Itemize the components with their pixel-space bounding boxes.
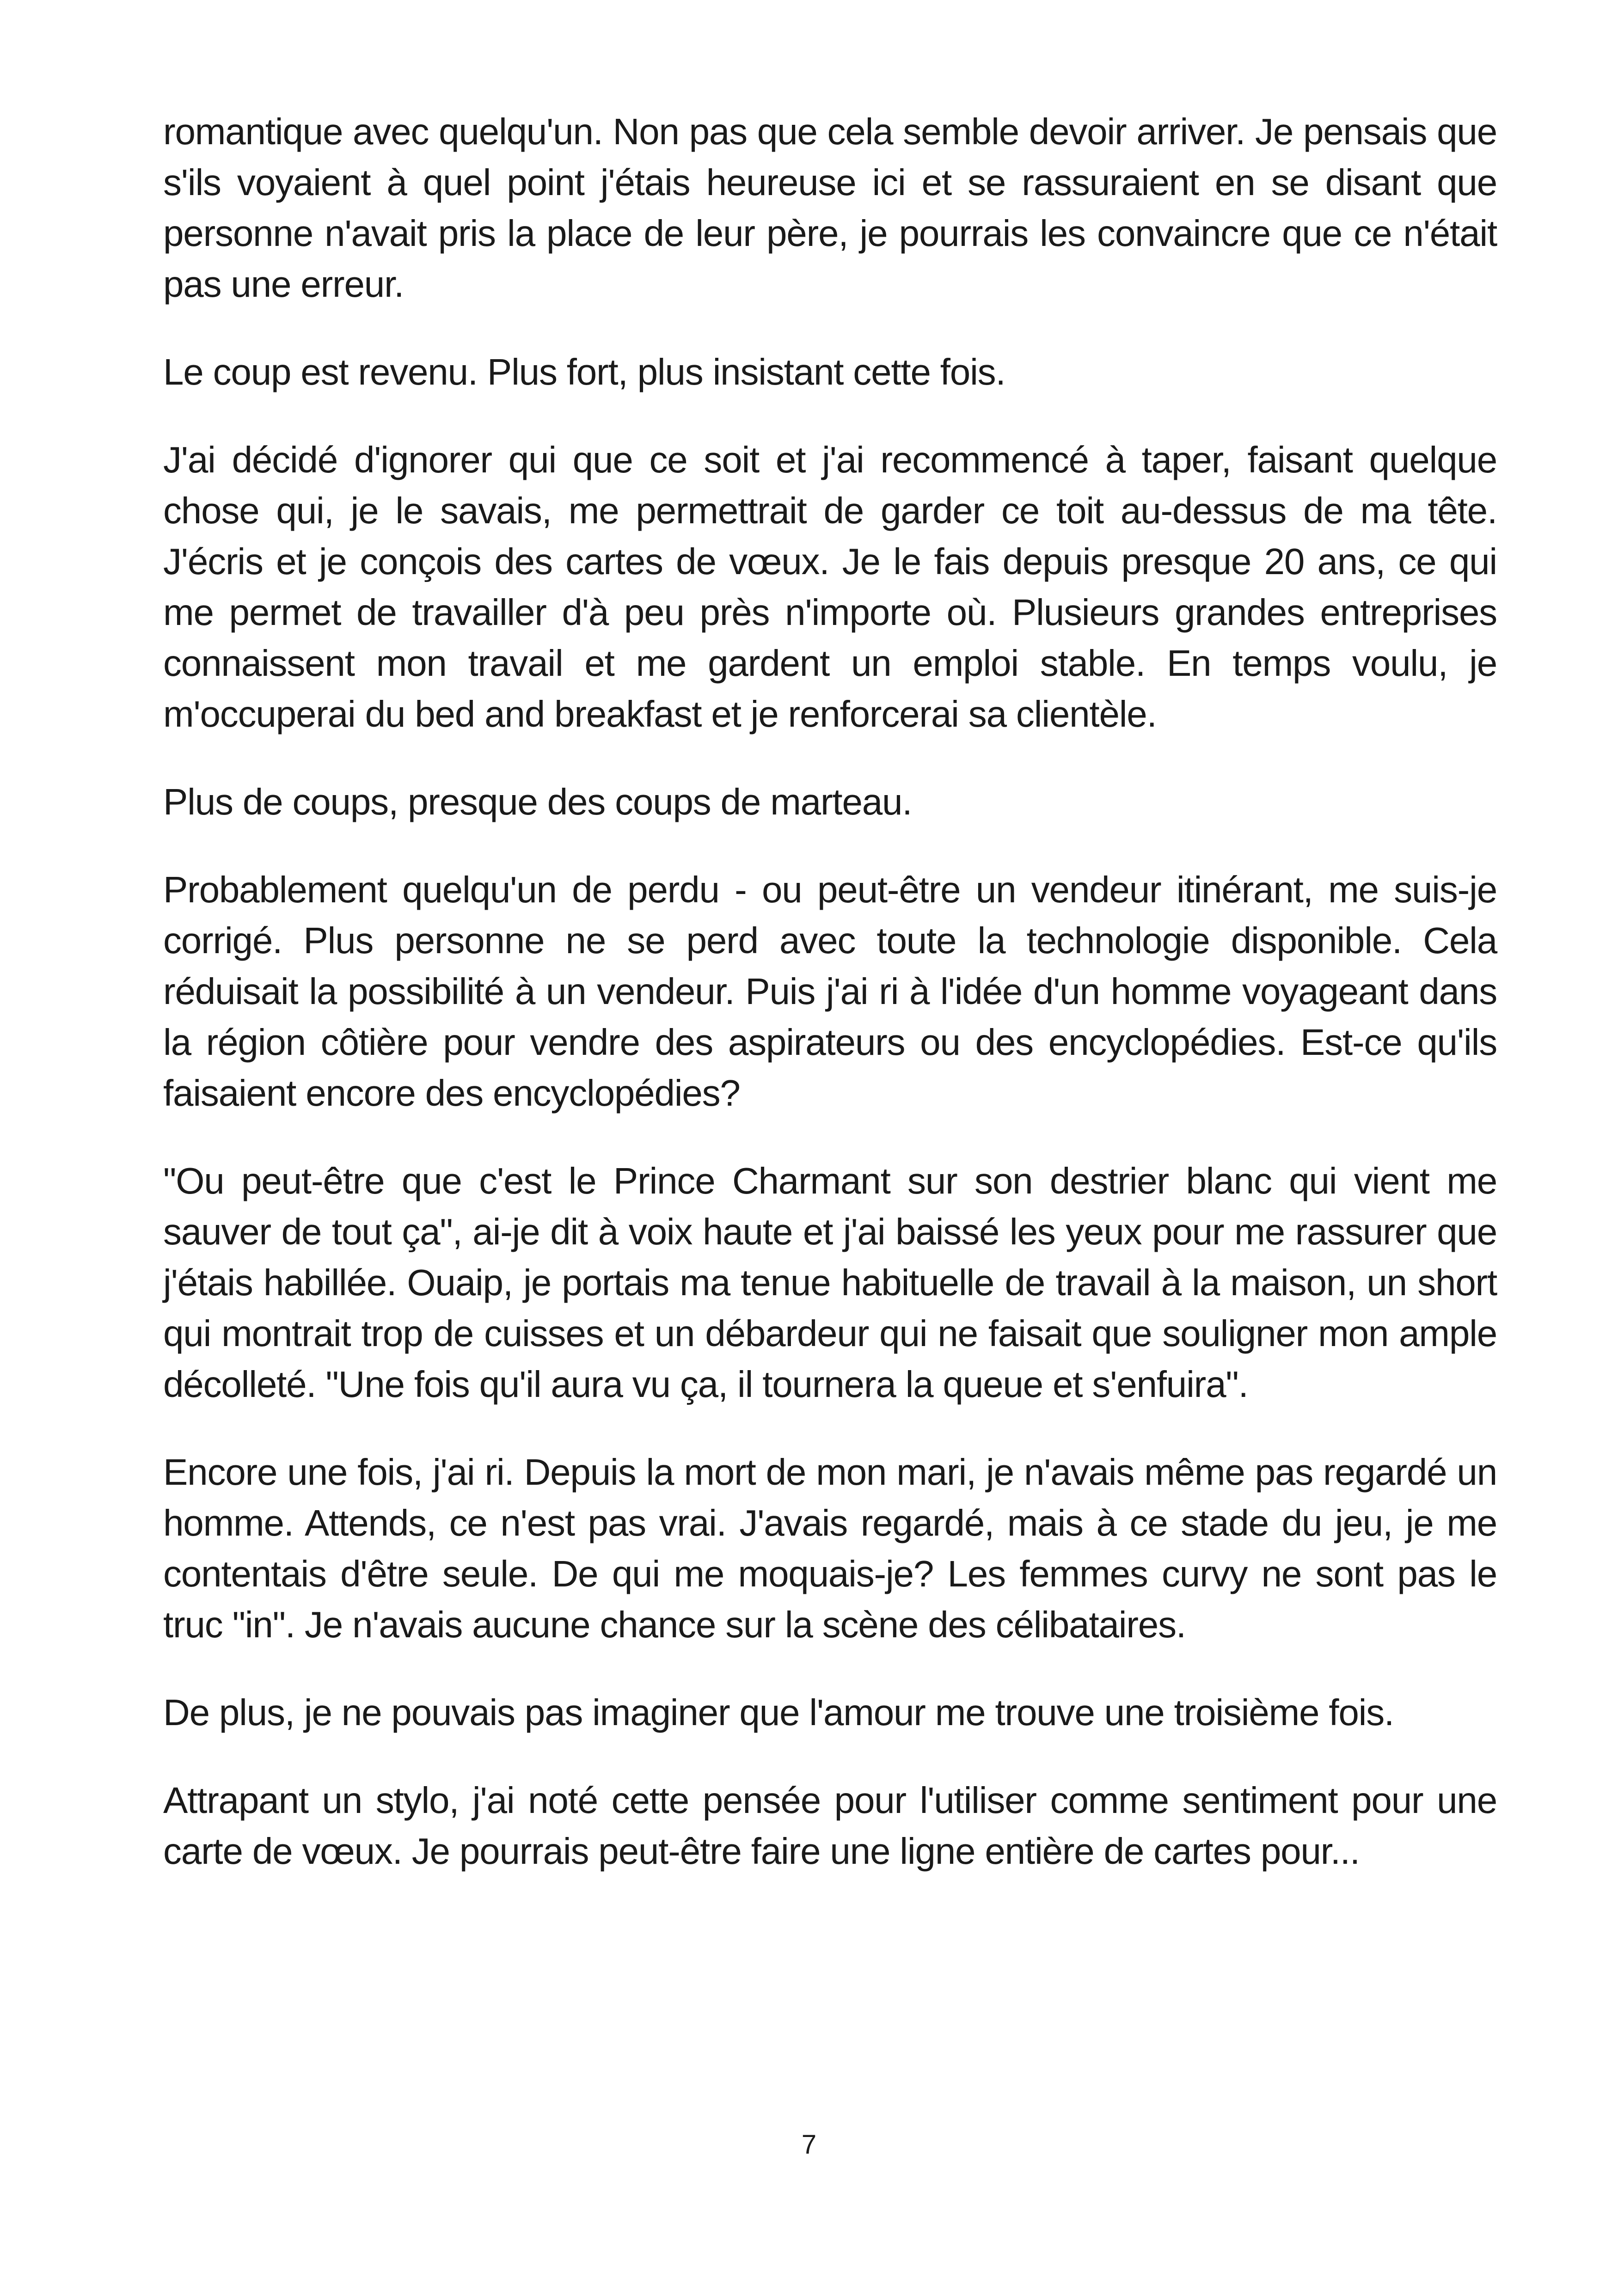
paragraph: Plus de coups, presque des coups de marteau. [163,781,912,822]
paragraph: Le coup est revenu. Plus fort, plus insistant cette fois. [163,351,1005,392]
paragraph: Attrapant un stylo, j'ai noté cette pensée pour l'utiliser comme sentiment pour une carte de vœux. Je pourrais peut-être faire une ligne entière de cartes pour... [163,1780,1497,1872]
paragraph: "Ou peut-être que c'est le Prince Charmant sur son destrier blanc qui vient me sauver de tout ça", ai-je dit à voix haute et j'ai baissé les yeux pour me rassurer que j'étais habillée. Ouaip, je portais ma tenue habituelle de travail à la maison, un short qui montrait trop de cuisses et un débardeur qui ne faisait que souligner mon ample décolleté. "Une fois qu'il aura vu ça, il tournera la queue et s'enfuira". [163,1160,1497,1405]
paragraph: Probablement quelqu'un de perdu - ou peut-être un vendeur itinérant, me suis-je corrigé. Plus personne ne se perd avec toute la technologie disponible. Cela réduisait la possibilité à un vendeur. Puis j'ai ri à l'idée d'un homme voyageant dans la région côtière pour vendre des aspirateurs ou des encyclopédies. Est-ce qu'ils faisaient encore des encyclopédies? [163,869,1497,1114]
paragraph: Encore une fois, j'ai ri. Depuis la mort de mon mari, je n'avais même pas regardé un homme. Attends, ce n'est pas vrai. J'avais regardé, mais à ce stade du jeu, je me contentais d'être seule. De qui me moquais-je? Les femmes curvy ne sont pas le truc "in". Je n'avais aucune chance sur la scène des célibataires. [163,1451,1497,1645]
page-number: 7 [801,2130,817,2160]
paragraph: J'ai décidé d'ignorer qui que ce soit et j'ai recommencé à taper, faisant quelque chose qui, je le savais, me permettrait de garder ce toit au-dessus de ma tête. J'écris et je conçois des cartes de vœux. Je le fais depuis presque 20 ans, ce qui me permet de travailler d'à peu près n'importe où. Plusieurs grandes entreprises connaissent mon travail et me gardent un emploi stable. En temps voulu, je m'occuperai du bed and breakfast et je renforcerai sa clientèle. [163,439,1497,735]
paragraph: romantique avec quelqu'un. Non pas que cela semble devoir arriver. Je pensais que s'ils voyaient à quel point j'étais heureuse ici et se rassuraient en se disant que personne n'avait pris la place de leur père, je pourrais les convaincre que ce n'était pas une erreur. [163,111,1497,305]
body-text [163,106,1497,1914]
paragraph: De plus, je ne pouvais pas imaginer que l'amour me trouve une troisième fois. [163,1692,1394,1733]
